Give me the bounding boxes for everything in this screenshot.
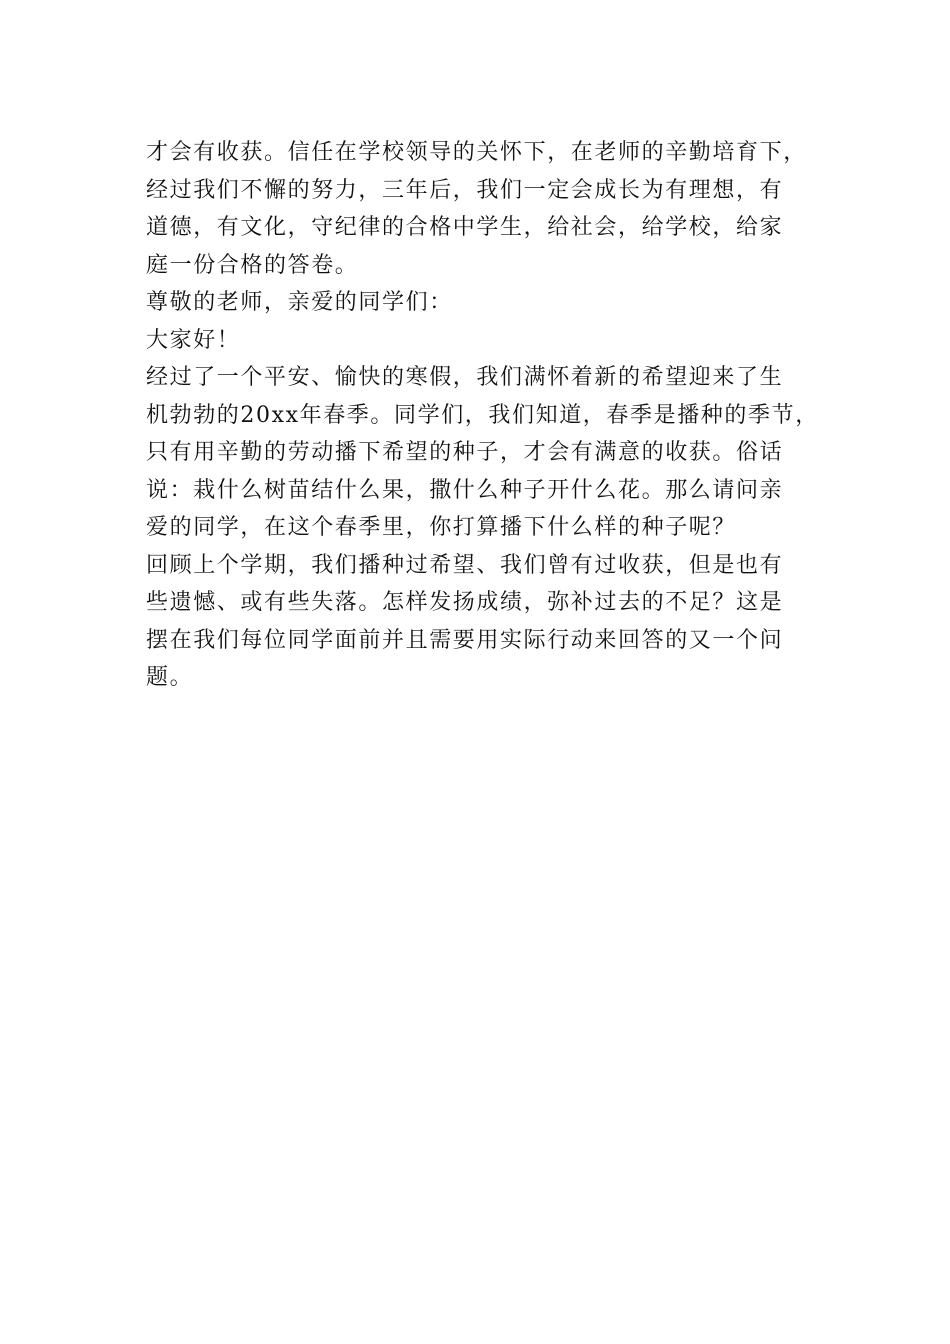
document-body [146, 134, 836, 697]
text-line-14: 摆在我们每位同学面前并且需要用实际行动来回答的又一个问 [146, 627, 784, 653]
text-line-11: 爱的同学，在这个春季里，你打算播下什么样的种子呢？ [146, 515, 737, 540]
text-line-5: 尊敬的老师，亲爱的同学们： [146, 290, 453, 315]
text-line-9: 只有用辛勤的劳动播下希望的种子，才会有满意的收获。俗话 [146, 440, 784, 465]
text-line-3: 道德，有文化，守纪律的合格中学生，给社会，给学校，给家 [146, 215, 784, 240]
text-line-10: 说：栽什么树苗结什么果，撒什么种子开什么花。那么请问亲 [146, 477, 784, 503]
text-line-8: 机勃勃的20xx年春季。同学们，我们知道，春季是播种的季节， [146, 402, 819, 428]
text-line-4: 庭一份合格的答卷。 [146, 252, 359, 278]
text-line-2: 经过我们不懈的努力，三年后，我们一定会成长为有理想，有 [146, 177, 784, 203]
text-line-7: 经过了一个平安、愉快的寒假，我们满怀着新的希望迎来了生 [146, 365, 784, 390]
text-line-12: 回顾上个学期，我们播种过希望、我们曾有过收获，但是也有 [146, 552, 784, 578]
text-line-15: 题。 [146, 665, 194, 690]
text-line-1: 才会有收获。信任在学校领导的关怀下，在老师的辛勤培育下， [146, 140, 807, 165]
text-line-13: 些遗憾、或有些失落。怎样发扬成绩，弥补过去的不足？这是 [146, 590, 784, 615]
text-line-6: 大家好！ [146, 327, 241, 353]
